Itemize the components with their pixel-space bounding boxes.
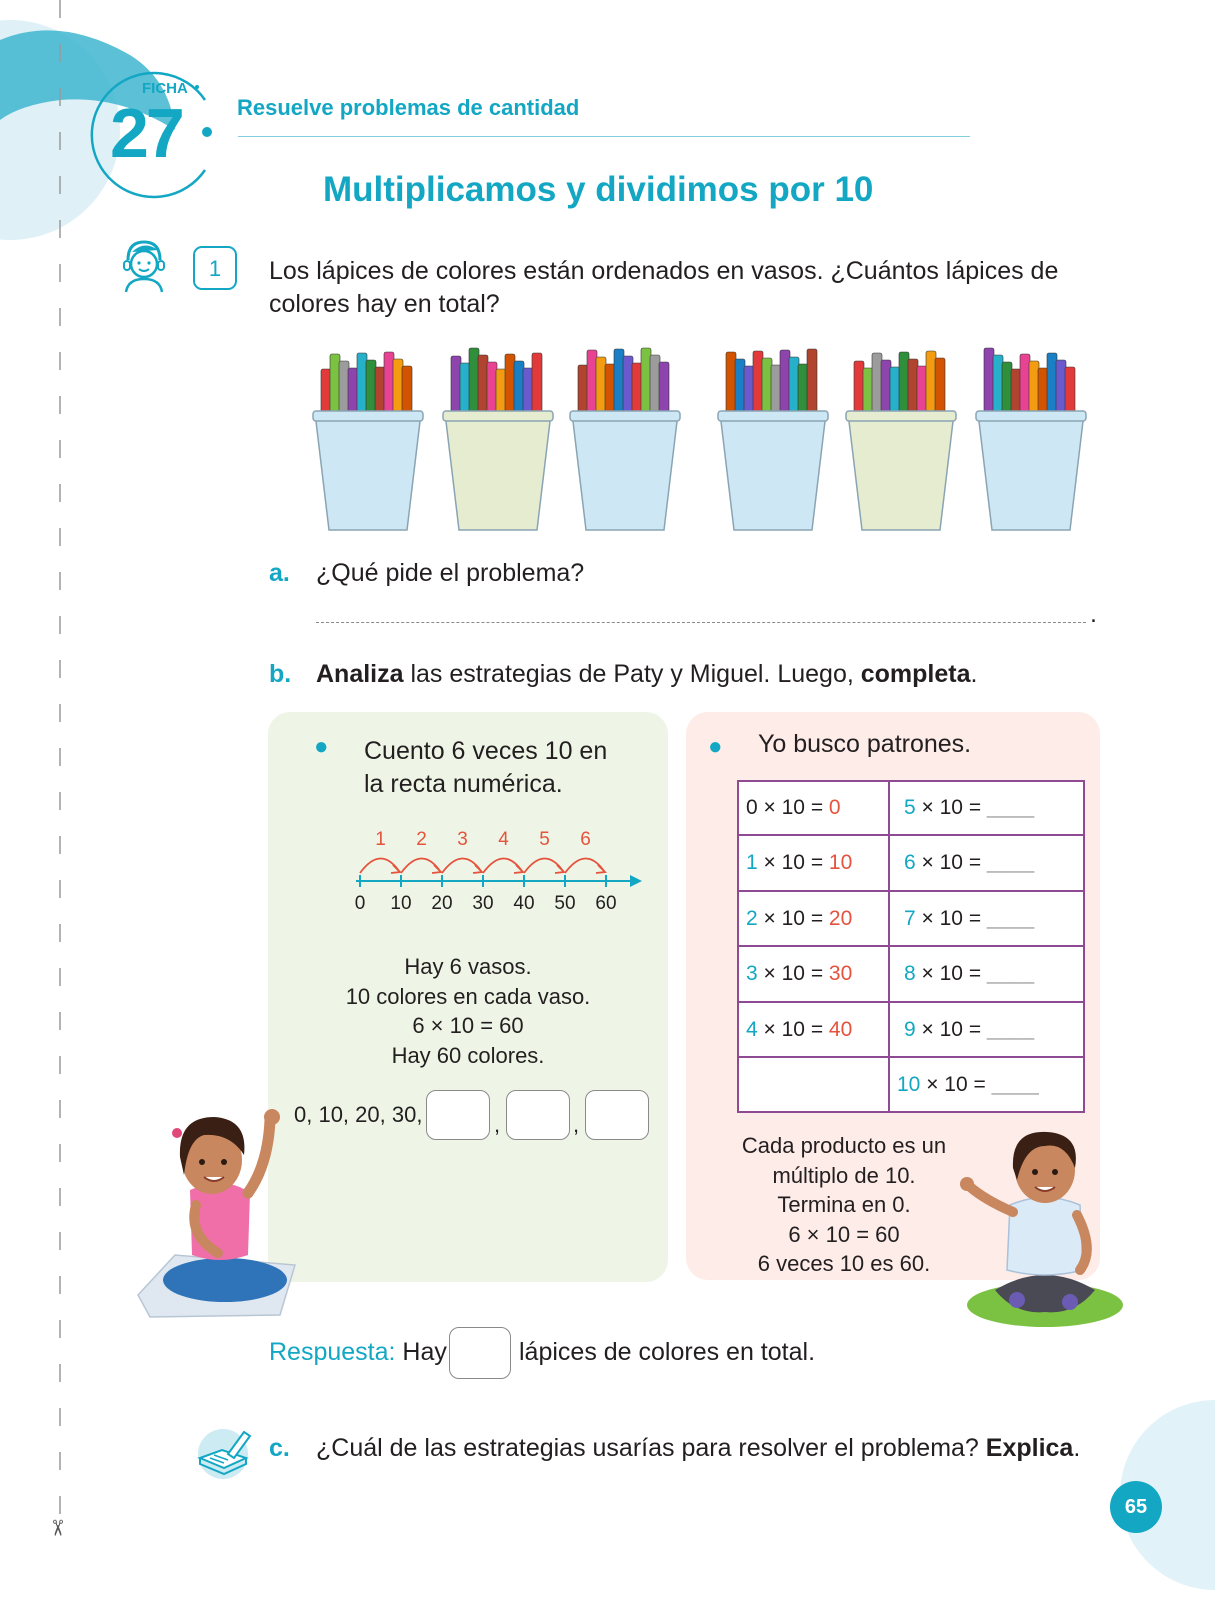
miguel-bullet-text: Yo busco patrones. — [758, 730, 972, 758]
number-line-tick-label: 30 — [472, 893, 494, 914]
sequence-blank-2[interactable] — [506, 1090, 570, 1140]
number-line-tick-label: 50 — [554, 893, 576, 914]
jump-label: 2 — [416, 829, 427, 850]
completa-keyword: completa — [860, 660, 971, 688]
miguel-explain-line-1: Cada producto es un — [741, 1133, 947, 1158]
miguel-explanation — [714, 1131, 974, 1279]
operator: × 10 = — [757, 796, 829, 819]
table-cell-right-4[interactable] — [904, 1018, 1034, 1042]
part-c-letter: c. — [269, 1434, 290, 1462]
paty-bullet-line-2: la recta numérica. — [364, 770, 563, 798]
pencil-cup — [443, 348, 553, 530]
answer-blank[interactable]: _____ — [986, 910, 1035, 929]
factor: 4 — [746, 1018, 758, 1041]
product: 0 — [828, 796, 841, 819]
ficha-number: 27 — [110, 94, 182, 172]
operator: × 10 = — [915, 796, 987, 819]
answer-blank[interactable]: _____ — [991, 1076, 1039, 1095]
sequence-text: 0, 10, 20, 30, — [294, 1102, 423, 1127]
table-cell-right-1[interactable] — [904, 851, 1034, 875]
pencil-cup — [313, 352, 423, 530]
paty-explain-line-3: 6 × 10 = 60 — [412, 1013, 524, 1038]
answer-blank[interactable]: _____ — [986, 1021, 1035, 1040]
factor: 6 — [904, 851, 916, 874]
operator: × 10 = — [915, 907, 987, 930]
factor: 1 — [746, 851, 758, 874]
sequence-blank-1[interactable] — [426, 1090, 490, 1140]
problem-statement — [269, 255, 1058, 321]
number-line-arrowhead — [630, 875, 642, 887]
jump-label: 5 — [539, 829, 550, 850]
answer-before: Hay — [395, 1338, 447, 1366]
answer-blank[interactable]: _____ — [986, 854, 1035, 873]
answer-label: Respuesta: — [269, 1338, 396, 1366]
paty-bullet: ● — [314, 733, 329, 760]
sequence-comma-2: , — [573, 1112, 580, 1137]
answer-blank[interactable]: _____ — [986, 799, 1035, 818]
part-a-answer-line[interactable] — [316, 622, 1086, 623]
miguel-boy-illustration — [955, 1120, 1125, 1335]
number-line-tick-label: 0 — [354, 893, 366, 914]
operator: × 10 = — [915, 851, 987, 874]
operator: × 10 = — [920, 1073, 992, 1096]
ficha-label: FICHA — [142, 80, 188, 97]
number-line-tick-label: 10 — [390, 893, 412, 914]
analiza-keyword: Analiza — [316, 660, 404, 688]
product: 40 — [828, 1018, 853, 1041]
miguel-explain-line-3: Termina en 0. — [777, 1192, 911, 1217]
factor: 5 — [904, 796, 916, 819]
part-c-text: ¿Cuál de las estrategias usarías para resolver el problema? — [316, 1434, 986, 1462]
paty-explain-line-4: Hay 60 colores. — [391, 1042, 545, 1068]
pattern-table-row-lines — [737, 780, 1085, 1113]
table-cell-right-2[interactable] — [904, 907, 1034, 931]
table-cell-right-0[interactable] — [904, 796, 1034, 820]
operator: × 10 = — [757, 851, 829, 874]
miguel-bullet: ● — [708, 733, 723, 760]
paty-explain-line-2: 10 colores en cada vaso. — [345, 983, 591, 1009]
table-cell-left-4 — [746, 1018, 852, 1042]
sequence-comma-1: , — [494, 1112, 501, 1137]
jump-label: 1 — [375, 829, 386, 850]
miguel-explain-line-5: 6 veces 10 es 60. — [757, 1251, 931, 1276]
paty-explanation — [278, 952, 658, 1070]
pencil-cup — [718, 349, 828, 530]
competency-heading: Resuelve problemas de cantidad — [237, 95, 580, 120]
number-line-tick-label: 20 — [431, 893, 453, 914]
part-a-letter: a. — [269, 559, 290, 587]
table-cell-right-3[interactable] — [904, 962, 1034, 986]
answer-blank[interactable]: _____ — [986, 965, 1035, 984]
answer-after: lápices de colores en total. — [519, 1338, 816, 1366]
factor: 7 — [904, 907, 916, 930]
jump-label: 3 — [457, 829, 468, 850]
page-title: Multiplicamos y dividimos por 10 — [323, 170, 874, 209]
operator: × 10 = — [915, 962, 987, 985]
pencil-cup — [846, 351, 956, 530]
pencil-cup — [570, 348, 680, 530]
explica-keyword: Explica — [985, 1434, 1074, 1462]
problem-number-badge: 1 — [193, 246, 237, 290]
operator: × 10 = — [915, 1018, 987, 1041]
product: 20 — [828, 907, 853, 930]
table-cell-left-0 — [746, 796, 841, 820]
page-number: 65 — [1110, 1481, 1162, 1533]
scissors-icon: ✂ — [45, 1518, 71, 1538]
paty-girl-illustration — [130, 1105, 310, 1320]
part-b-text: las estrategias de Paty y Miguel. Luego, — [403, 660, 861, 688]
notebook-pencil-icon — [192, 1424, 254, 1480]
student-head-icon — [116, 236, 172, 294]
jump-label: 6 — [580, 829, 591, 850]
paty-explain-line-1: Hay 6 vasos. — [404, 954, 532, 979]
pencil-cup — [976, 348, 1086, 530]
problem-line-2: colores hay en total? — [269, 290, 500, 318]
part-a-question: ¿Qué pide el problema? — [316, 559, 585, 587]
part-a-end-mark: . — [1090, 600, 1097, 628]
jump-label: 4 — [498, 829, 509, 850]
operator: × 10 = — [757, 907, 829, 930]
part-b-instruction — [316, 660, 977, 689]
table-cell-left-3 — [746, 962, 852, 986]
table-cell-right-5[interactable] — [897, 1073, 1039, 1097]
number-line — [340, 825, 650, 920]
table-cell-left-1 — [746, 851, 852, 875]
operator: × 10 = — [757, 962, 829, 985]
product: 30 — [828, 962, 853, 985]
factor: 3 — [746, 962, 758, 985]
header-rule — [238, 136, 970, 137]
number-line-tick-label: 60 — [595, 893, 617, 914]
pencil-cups-illustration — [300, 345, 1100, 535]
factor: 2 — [746, 907, 758, 930]
part-b-end: . — [970, 660, 978, 688]
miguel-explain-line-2: múltiplo de 10. — [772, 1162, 916, 1188]
cut-line — [55, 0, 65, 1600]
operator: × 10 = — [757, 1018, 829, 1041]
part-b-letter: b. — [269, 660, 292, 688]
miguel-explain-line-4: 6 × 10 = 60 — [788, 1221, 900, 1247]
paty-bullet-text — [364, 735, 607, 801]
product: 10 — [828, 851, 853, 874]
problem-line-1: Los lápices de colores están ordenados en vasos. ¿Cuántos lápices de — [269, 257, 1059, 285]
answer-blank[interactable] — [449, 1327, 511, 1379]
factor: 10 — [897, 1073, 921, 1096]
sequence-blank-3[interactable] — [585, 1090, 649, 1140]
answer-sentence — [269, 1338, 447, 1367]
table-cell-left-2 — [746, 907, 852, 931]
paty-bullet-line-1: Cuento 6 veces 10 en — [364, 737, 608, 765]
number-line-tick-label: 40 — [513, 893, 535, 914]
part-c-end: . — [1073, 1434, 1081, 1462]
part-c-question — [316, 1434, 1080, 1463]
factor: 8 — [904, 962, 916, 985]
factor: 0 — [746, 796, 758, 819]
factor: 9 — [904, 1018, 916, 1041]
